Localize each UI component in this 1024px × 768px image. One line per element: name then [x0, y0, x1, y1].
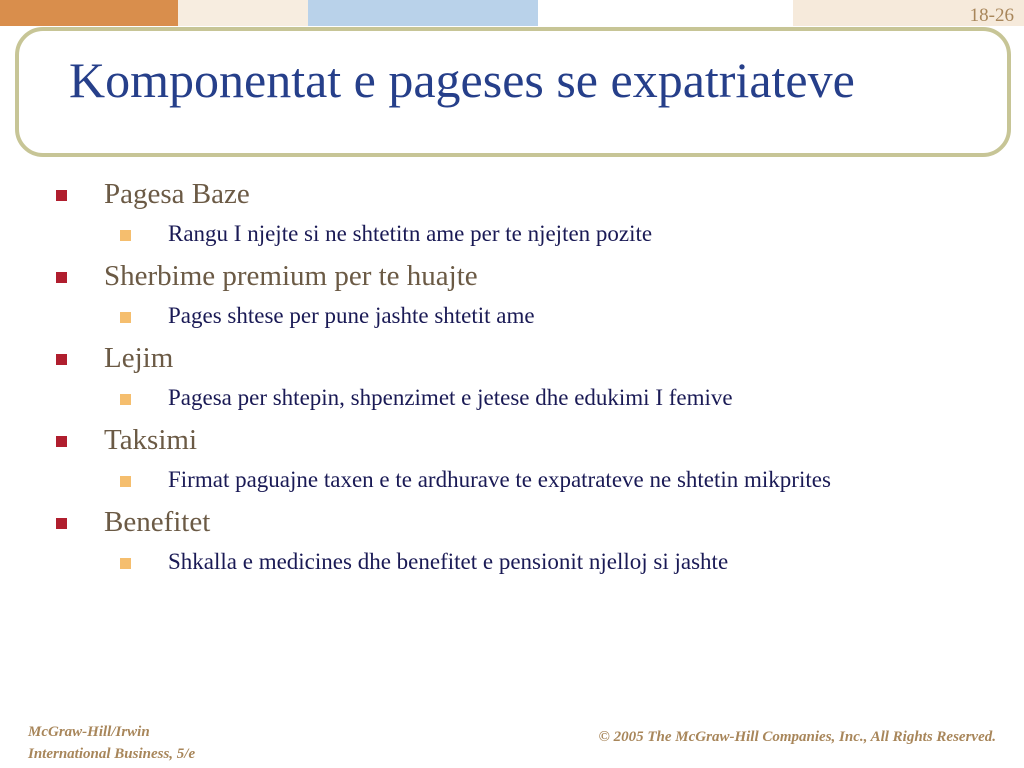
bullet-list: [0, 176, 1024, 586]
footer-publisher: McGraw-Hill/Irwin: [28, 724, 150, 740]
footer-publisher-block: [28, 721, 195, 765]
slide-number: 18-26: [969, 5, 1014, 26]
strip-segment-blue: [308, 0, 538, 26]
sub-bullet-item: [0, 383, 1024, 413]
top-decorative-strip: [0, 0, 1024, 26]
sub-bullet-text: Rangu I njejte si ne shtetitn ame per te njejten pozite: [168, 221, 653, 246]
sub-bullet-text: Pagesa per shtepin, shpenzimet e jetese dhe edukimi I femive: [168, 385, 733, 410]
footer-copyright: © 2005 The McGraw-Hill Companies, Inc., All Rights Reserved.: [598, 729, 996, 745]
sub-bullet-item: [0, 219, 1024, 249]
bullet-item: [0, 504, 1024, 540]
title-box: [15, 27, 1011, 157]
square-bullet-icon: [56, 190, 67, 201]
bullet-label: Pagesa Baze: [104, 178, 250, 210]
square-bullet-icon: [56, 518, 67, 529]
bullet-item: [0, 340, 1024, 376]
bullet-item: [0, 176, 1024, 212]
bullet-label: Taksimi: [104, 424, 198, 456]
sub-bullet-item: [0, 547, 1024, 577]
strip-segment-orange: [0, 0, 178, 26]
bullet-item: [0, 258, 1024, 294]
slide-title: Komponentat e pageses se expatriateve: [69, 52, 855, 108]
square-bullet-icon: [56, 436, 67, 447]
square-sub-bullet-icon: [120, 230, 131, 241]
strip-segment-white: [538, 0, 793, 26]
square-bullet-icon: [56, 272, 67, 283]
square-sub-bullet-icon: [120, 394, 131, 405]
sub-bullet-text: Firmat paguajne taxen e te ardhurave te expatrateve ne shtetin mikprites: [168, 467, 831, 492]
square-bullet-icon: [56, 354, 67, 365]
sub-bullet-item: [0, 465, 1024, 495]
sub-bullet-text: Shkalla e medicines dhe benefitet e pensionit njelloj si jashte: [168, 549, 729, 574]
bullet-item: [0, 422, 1024, 458]
bullet-label: Sherbime premium per te huajte: [104, 260, 478, 292]
square-sub-bullet-icon: [120, 558, 131, 569]
sub-bullet-text: Pages shtese per pune jashte shtetit ame: [168, 303, 535, 328]
strip-segment-cream: [178, 0, 308, 26]
bullet-label: Benefitet: [104, 506, 211, 538]
footer-book: International Business, 5/e: [28, 746, 196, 762]
square-sub-bullet-icon: [120, 476, 131, 487]
square-sub-bullet-icon: [120, 312, 131, 323]
sub-bullet-item: [0, 301, 1024, 331]
bullet-label: Lejim: [104, 342, 174, 374]
